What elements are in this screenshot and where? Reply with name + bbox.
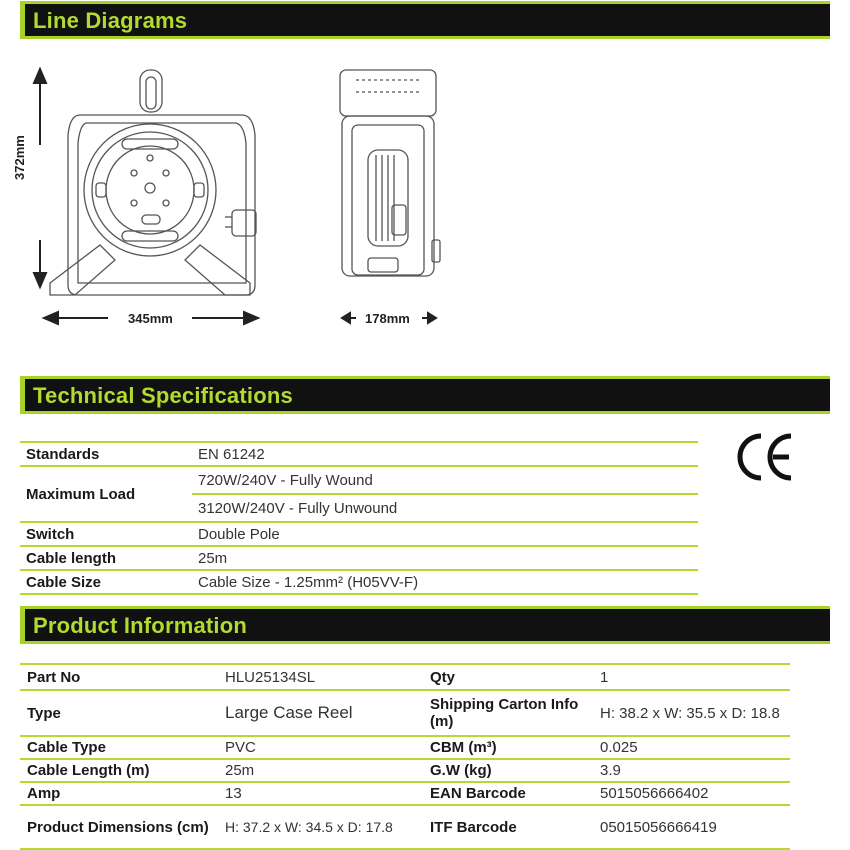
product-label: Shipping Carton Info (m) — [423, 690, 593, 736]
spec-label: Standards — [20, 442, 192, 466]
product-value: H: 37.2 x W: 34.5 x D: 17.8 — [218, 805, 423, 849]
section-title: Line Diagrams — [33, 8, 188, 33]
table-row — [20, 690, 790, 736]
product-label: Amp — [20, 782, 218, 805]
table-row — [20, 546, 698, 570]
product-value: 5015056666402 — [593, 782, 790, 805]
table-row — [20, 759, 790, 782]
spec-value: Double Pole — [192, 522, 698, 546]
product-label: G.W (kg) — [423, 759, 593, 782]
product-label: Part No — [20, 664, 218, 690]
product-value: PVC — [218, 736, 423, 759]
table-row — [20, 466, 698, 494]
spec-value: Cable Size - 1.25mm² (H05VV-F) — [192, 570, 698, 594]
cable-reel-front-icon — [50, 70, 256, 295]
product-value: H: 38.2 x W: 35.5 x D: 18.8 — [593, 690, 790, 736]
table-row — [20, 805, 790, 849]
spec-label: Switch — [20, 522, 192, 546]
product-value: 0.025 — [593, 736, 790, 759]
spec-value: 3120W/240V - Fully Unwound — [192, 494, 698, 522]
table-row — [20, 736, 790, 759]
product-label: CBM (m³) — [423, 736, 593, 759]
section-title: Technical Specifications — [33, 383, 293, 408]
product-value: HLU25134SL — [218, 664, 423, 690]
product-label: Cable Length (m) — [20, 759, 218, 782]
section-header-product-information — [20, 606, 830, 644]
product-label: Product Dimensions (cm) — [20, 805, 218, 849]
line-diagrams — [20, 55, 480, 345]
spec-label: Cable length — [20, 546, 192, 570]
table-row — [20, 570, 698, 594]
table-row — [20, 664, 790, 690]
depth-dimension-label: 178mm — [365, 311, 410, 326]
product-label: Cable Type — [20, 736, 218, 759]
cable-reel-side-icon — [340, 70, 440, 276]
table-row — [20, 442, 698, 466]
table-row — [20, 782, 790, 805]
spec-label: Cable Size — [20, 570, 192, 594]
section-header-line-diagrams — [20, 1, 830, 39]
product-label: Type — [20, 690, 218, 736]
product-label: EAN Barcode — [423, 782, 593, 805]
spec-value: 720W/240V - Fully Wound — [192, 466, 698, 494]
table-row — [20, 522, 698, 546]
product-value: 13 — [218, 782, 423, 805]
product-value: 25m — [218, 759, 423, 782]
section-header-technical-specifications — [20, 376, 830, 414]
spec-value: EN 61242 — [192, 442, 698, 466]
product-value: Large Case Reel — [218, 690, 423, 736]
ce-mark-icon — [733, 430, 795, 484]
product-label: ITF Barcode — [423, 805, 593, 849]
product-label: Qty — [423, 664, 593, 690]
width-dimension-label: 345mm — [128, 311, 173, 326]
product-value: 05015056666419 — [593, 805, 790, 849]
section-title: Product Information — [33, 613, 248, 638]
product-value: 3.9 — [593, 759, 790, 782]
height-dimension-label: 372mm — [12, 135, 27, 180]
spec-label: Maximum Load — [20, 466, 192, 522]
product-information-table — [20, 663, 790, 850]
product-value: 1 — [593, 664, 790, 690]
technical-specifications-table — [20, 441, 698, 595]
spec-value: 25m — [192, 546, 698, 570]
